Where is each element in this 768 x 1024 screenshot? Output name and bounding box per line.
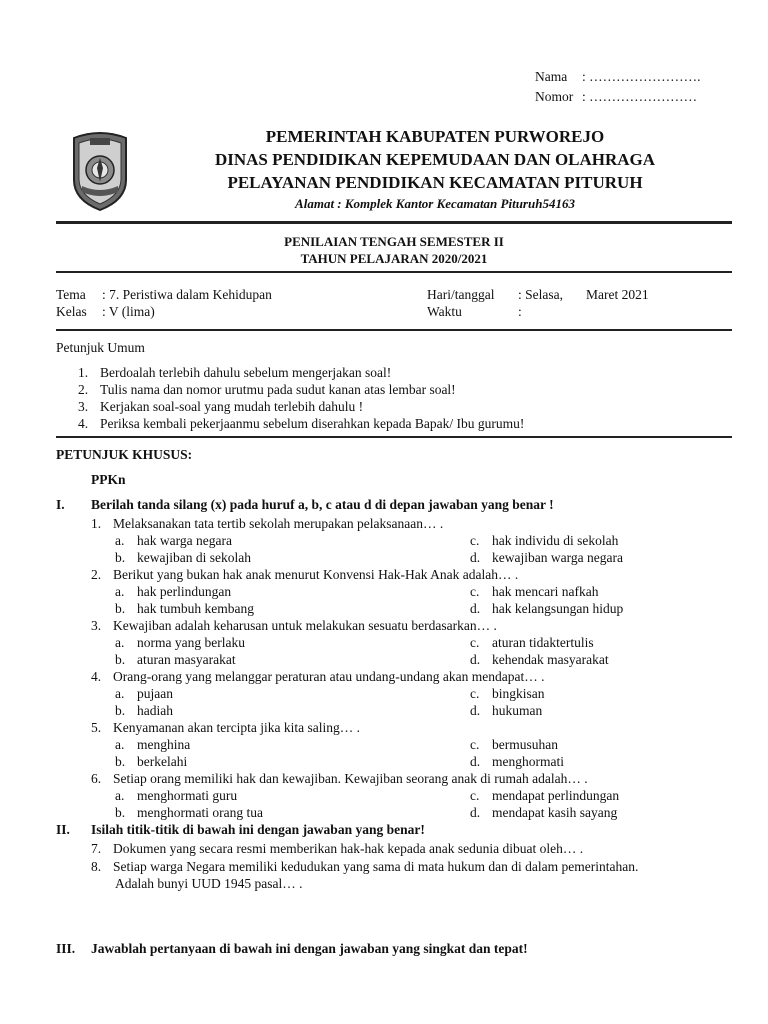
letterhead-line3: PELAYANAN PENDIDIKAN KECAMATAN PITURUH bbox=[227, 173, 643, 192]
letterhead-divider bbox=[56, 221, 732, 224]
option-d[interactable]: d. kewajiban warga negara bbox=[470, 550, 623, 565]
petunjuk-umum-title: Petunjuk Umum bbox=[56, 340, 145, 355]
list-item: 1. Berdoalah terlebih dahulu sebelum mengerjakan soal! bbox=[78, 365, 392, 380]
section-2-instruction: Isilah titik-titik di bawah ini dengan jawaban yang benar! bbox=[91, 822, 425, 837]
tema-label: Tema bbox=[56, 287, 86, 302]
exam-title: PENILAIAN TENGAH SEMESTER II bbox=[284, 234, 504, 249]
letterhead-address: Alamat : Komplek Kantor Kecamatan Pituruh54163 bbox=[295, 196, 575, 211]
hari-label: Hari/tanggal bbox=[427, 287, 495, 302]
option-c[interactable]: c. hak mencari nafkah bbox=[470, 584, 599, 599]
kabupaten-emblem-logo bbox=[68, 128, 132, 212]
question-4: 4. Orang-orang yang melanggar peraturan atau undang-undang akan mendapat… . bbox=[91, 669, 545, 684]
petunjuk-khusus-title: PETUNJUK KHUSUS: bbox=[56, 447, 193, 462]
question-7: 7. Dokumen yang secara resmi memberikan hak-hak kepada anak sedunia dibuat oleh… . bbox=[91, 841, 584, 856]
section-3-instruction: Jawablah pertanyaan di bawah ini dengan jawaban yang singkat dan tepat! bbox=[91, 941, 528, 956]
kelas-label: Kelas bbox=[56, 304, 87, 319]
list-item: 2. Tulis nama dan nomor urutmu pada sudut kanan atas lembar soal! bbox=[78, 382, 456, 397]
option-b[interactable]: b. kewajiban di sekolah bbox=[115, 550, 251, 565]
question-3: 3. Kewajiban adalah keharusan untuk melakukan sesuatu berdasarkan… . bbox=[91, 618, 497, 633]
list-item: 4. Periksa kembali pekerjaanmu sebelum diserahkan kepada Bapak/ Ibu gurumu! bbox=[78, 416, 525, 431]
question-6: 6. Setiap orang memiliki hak dan kewajiban. Kewajiban seorang anak di rumah adalah… . bbox=[91, 771, 588, 786]
question-8-continuation: Adalah bunyi UUD 1945 pasal… . bbox=[115, 876, 303, 891]
option-d[interactable]: d. mendapat kasih sayang bbox=[470, 805, 618, 820]
waktu-value: : bbox=[518, 304, 522, 319]
hari-value: : Selasa, bbox=[518, 287, 563, 302]
hari-month: Maret 2021 bbox=[586, 287, 649, 302]
option-a[interactable]: a. pujaan bbox=[115, 686, 173, 701]
section-1-instruction: Berilah tanda silang (x) pada huruf a, b, c atau d di depan jawaban yang benar ! bbox=[91, 497, 554, 512]
option-c[interactable]: c. mendapat perlindungan bbox=[470, 788, 620, 803]
nama-label: Nama bbox=[535, 69, 568, 84]
exam-year: TAHUN PELAJARAN 2020/2021 bbox=[300, 251, 488, 266]
title-divider bbox=[56, 271, 732, 273]
list-item: 3. Kerjakan soal-soal yang mudah terlebih dahulu ! bbox=[78, 399, 364, 414]
question-5: 5. Kenyamanan akan tercipta jika kita saling… . bbox=[91, 720, 361, 735]
option-a[interactable]: a. hak warga negara bbox=[115, 533, 232, 548]
option-c[interactable]: c. bingkisan bbox=[470, 686, 545, 701]
option-d[interactable]: d. hukuman bbox=[470, 703, 543, 718]
option-b[interactable]: b. menghormati orang tua bbox=[115, 805, 263, 820]
nama-value: : ……………………. bbox=[582, 69, 701, 84]
letterhead-line2: DINAS PENDIDIKAN KEPEMUDAAN DAN OLAHRAGA bbox=[214, 150, 656, 169]
question-2: 2. Berikut yang bukan hak anak menurut Konvensi Hak-Hak Anak adalah… . bbox=[91, 567, 519, 582]
option-d[interactable]: d. kehendak masyarakat bbox=[470, 652, 609, 667]
option-d[interactable]: d. hak kelangsungan hidup bbox=[470, 601, 624, 616]
tema-value: : 7. Peristiwa dalam Kehidupan bbox=[102, 287, 272, 302]
section-1-roman: I. bbox=[56, 497, 65, 512]
waktu-label: Waktu bbox=[427, 304, 462, 319]
option-b[interactable]: b. hadiah bbox=[115, 703, 173, 718]
kelas-value: : V (lima) bbox=[102, 304, 155, 319]
subject-title: PPKn bbox=[91, 472, 126, 487]
letterhead-line1: PEMERINTAH KABUPATEN PURWOREJO bbox=[265, 127, 605, 146]
option-c[interactable]: c. aturan tidaktertulis bbox=[470, 635, 594, 650]
option-a[interactable]: a. norma yang berlaku bbox=[115, 635, 245, 650]
nomor-value: : …………………… bbox=[582, 89, 698, 104]
option-b[interactable]: b. berkelahi bbox=[115, 754, 188, 769]
option-b[interactable]: b. aturan masyarakat bbox=[115, 652, 236, 667]
option-a[interactable]: a. menghormati guru bbox=[115, 788, 238, 803]
option-d[interactable]: d. menghormati bbox=[470, 754, 564, 769]
section-2-roman: II. bbox=[56, 822, 70, 837]
info-divider bbox=[56, 329, 732, 331]
option-a[interactable]: a. hak perlindungan bbox=[115, 584, 232, 599]
question-8: 8. Setiap warga Negara memiliki kedudukan yang sama di mata hukum dan di dalam pemerintahan. bbox=[91, 859, 639, 874]
option-b[interactable]: b. hak tumbuh kembang bbox=[115, 601, 254, 616]
nomor-label: Nomor bbox=[535, 89, 574, 104]
section-3-roman: III. bbox=[56, 941, 76, 956]
question-1: 1. Melaksanakan tata tertib sekolah merupakan pelaksanaan… . bbox=[91, 516, 444, 531]
option-c[interactable]: c. hak individu di sekolah bbox=[470, 533, 619, 548]
option-c[interactable]: c. bermusuhan bbox=[470, 737, 558, 752]
petunjuk-divider bbox=[56, 436, 732, 438]
option-a[interactable]: a. menghina bbox=[115, 737, 191, 752]
